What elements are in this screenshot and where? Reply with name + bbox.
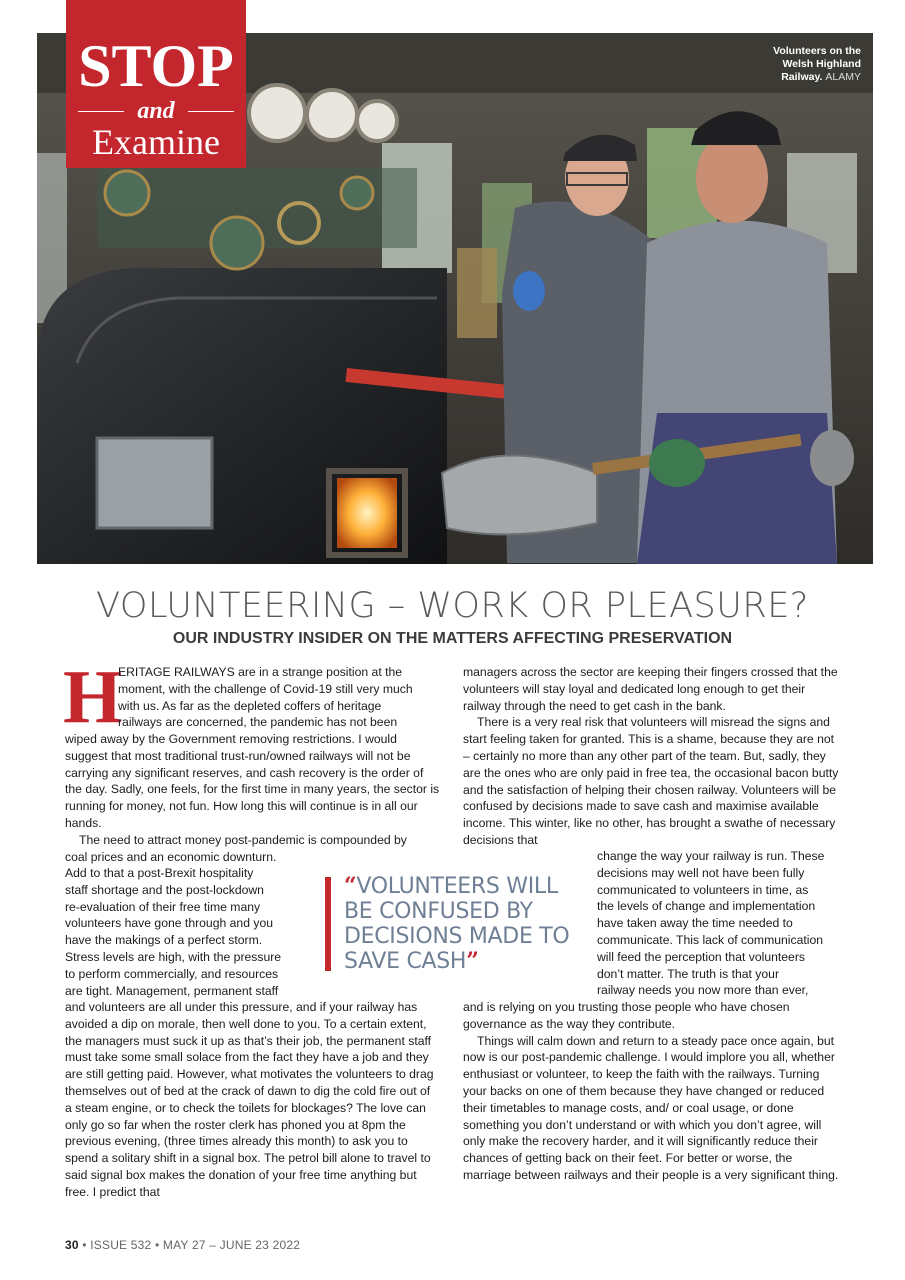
lead-line: ERITAGE RAILWAYS are in a strange position at the [118,665,403,679]
left-col-body-bottom [65,999,440,1201]
lead-line: with us. As far as the depleted coffers of heritage [118,698,382,713]
photo-caption [751,45,861,84]
paragraph: managers across the sector are keeping their fingers crossed that the volunteers will stay loyal and dedicated long enough to get their railway through the need to get cash in the bank. [463,665,838,713]
text-line: Stress levels are high, with the pressure [65,949,282,964]
section-tag-stop: STOP [78,33,234,99]
text-line: volunteers have gone through and you [65,916,274,931]
section-tag-and-row [66,98,246,124]
paragraph: There is a very real risk that volunteers will misread the signs and start feeling taken for granted. This is a shame, because they are not – certainly no more than any other part of the team. But, sadly, they are the ones who are only paid in free tea, the occasional bacon butty and the satisfaction of helping their chosen railway. Volunteers will be confused by decisions made to save cash and maximise available income. This winter, like no other, has brought a swathe of necessary decisions that [463,715,839,847]
right-col-body-top [463,664,843,849]
text-line: will feed the perception that volunteers [597,949,805,964]
right-col-body-bottom [463,999,843,1184]
photo-credit: ALAMY [825,71,861,83]
lead-lines [118,664,438,731]
drop-cap: H [63,655,123,739]
caption-text: Volunteers on the Welsh Highland Railway. [773,45,861,83]
left-col-narrow [65,865,315,999]
paragraph: Things will calm down and return to a steady pace once again, but now is our post-pandemic challenge. I would implore you all, whether enthusiast or volunteer, to keep the faith with the railways. Turning your backs on one of them because they have changed or reduced their timetables to manage costs, and/ or coal usage, or done something you don’t understand or with which you don’t agree, will only make the recovery harder, and it will significantly reduce their chances of getting back on their feet. For better or worse, the marriage between railways and their people is a very significant thing. [463,1033,839,1182]
paragraph: and volunteers are all under this pressure, and if your railway has avoided a dip on morale, then well done to you. To a certain extent, the managers must suck it up as that’s their job, the permanent staff must take some small solace from the fact they have a job and they are still getting paid. However, what motivates the volunteers to drag themselves out of bed at the crack of dawn to dig the cold fire out of a steam engine, or to check the toilets for blockages? The love can only go so far when the roster clerk has phoned you at 8pm the previous evening, (three times already this month) to ask you to spend a solitary shift in a signal box. The petrol bill alone to travel to said signal box makes the donation of your free time anything but free. I predict that [65,1000,434,1199]
pull-quote-bar [325,877,331,971]
page-number: 30 [65,1238,79,1252]
text-line: are tight. Management, permanent staff [65,983,279,998]
issue-dates: MAY 27 – JUNE 23 2022 [162,1238,301,1252]
standfirst: OUR INDUSTRY INSIDER ON THE MATTERS AFFECTING PRESERVATION [172,630,733,647]
pull-quote-text: VOLUNTEERS WILL BE CONFUSED BY DECISIONS MADE TO SAVE CASH [344,874,570,974]
text-line: The need to attract money post-pandemic is compounded by [79,832,407,847]
section-tag-examine: Examine [92,122,220,162]
text-line: re-evaluation of their free time many [65,899,261,914]
section-tag-and: and [137,98,175,124]
pull-quote-text-block [344,874,584,974]
text-line: decisions may well not have been fully [597,865,805,880]
quote-close-mark: ” [466,948,479,974]
text-line: don’t matter. The truth is that your [597,966,780,981]
text-line: coal prices and an economic downturn. [65,849,277,864]
paragraph: wiped away by the Government removing restrictions. I would suggest that most traditional trust-run/owned railways will not be carrying any significant reserves, and cash recovery is the order of the day. Sadly, one feels, for the first time in many years, the sector is running for money, not fun. How long this will continue is in all our hands. [65,732,440,830]
text-line: to perform commercially, and resources [65,966,279,981]
section-tag [66,0,246,168]
right-col-narrow [597,848,847,999]
pull-quote [325,874,585,972]
text-line: Add to that a post-Brexit hospitality [65,866,254,880]
lead-line: railways are concerned, the pandemic has not been [118,715,398,730]
quote-open-mark: “ [344,873,357,899]
text-line: staff shortage and the post-lockdown [65,882,264,897]
left-col-body-top [65,731,440,865]
text-line: communicated to volunteers in time, as [597,882,809,897]
tag-rule-right [188,111,234,112]
paragraph-lines [65,832,440,866]
headline: VOLUNTEERING – WORK OR PLEASURE? [96,586,809,626]
text-line: the levels of change and implementation [597,899,816,914]
text-line: have taken away the time needed to [597,916,793,931]
lead-line: moment, with the challenge of Covid-19 still very much [118,681,413,696]
issue-number: ISSUE 532 [90,1238,152,1252]
folio-separator: • [82,1238,87,1252]
folio-separator: • [154,1238,160,1252]
text-line: have the makings of a perfect storm. [65,933,263,948]
text-line: communicate. This lack of communication [597,932,824,947]
paragraph: and is relying on you trusting those people who have chosen governance as the way they contribute. [463,1000,790,1031]
text-line: railway needs you now more than ever, [597,983,809,998]
page-folio [65,1238,300,1252]
text-line: change the way your railway is run. These [597,849,825,863]
tag-rule-left [78,111,124,112]
